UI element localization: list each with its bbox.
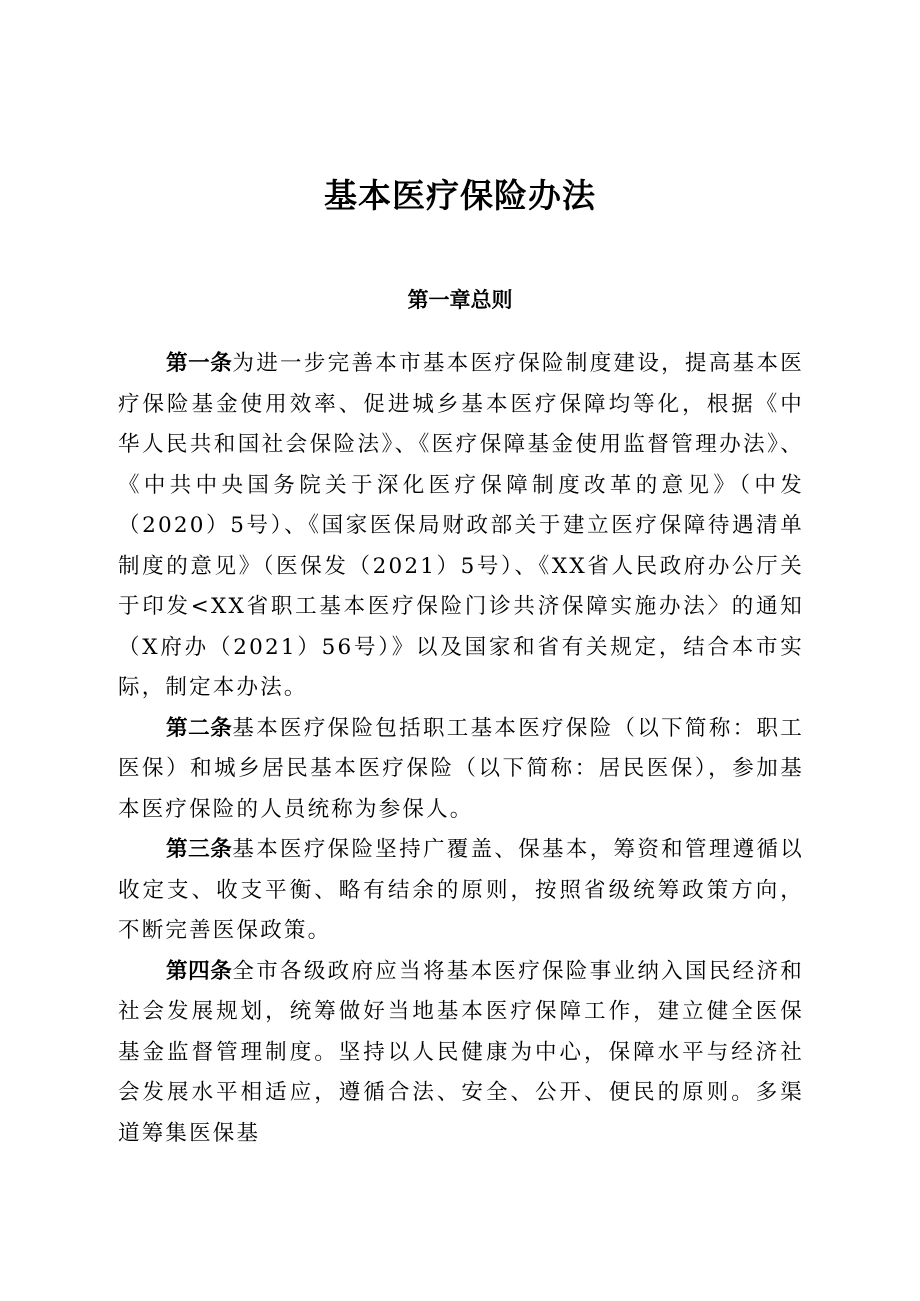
article-label: 第二条 <box>166 715 233 741</box>
article-3 <box>118 830 804 952</box>
document-title: 基本医疗保险办法 <box>324 176 596 215</box>
article-text: 为进一步完善本市基本医疗保险制度建设，提高基本医疗保险基金使用效率、促进城乡基本医疗保障均等化，根据《中华人民共和国社会保险法》、《医疗保障基金使用监督管理办法》、《中共中央国务院关于深化医疗保障制度改革的意见》（中发（2020）5号）、《国家医保局财政部关于建立医疗保障待遇清单制度的意见》（医保发（2021）5号）、《XX省人民政府办公厅关于印发<XX省职工基本医疗保险门诊共济保障实施办法〉的通知（X府办（2021）56号）》以及国家和省有关规定，结合本市实际，制定本办法。 <box>118 351 804 700</box>
article-text: 基本医疗保险坚持广覆盖、保基本，筹资和管理遵循以收定支、收支平衡、略有结余的原则，按照省级统筹政策方向，不断完善医保政策。 <box>118 837 804 943</box>
article-2 <box>118 709 804 831</box>
article-4 <box>118 952 804 1155</box>
article-text: 全市各级政府应当将基本医疗保险事业纳入国民经济和社会发展规划，统筹做好当地基本医疗保障工作，建立健全医保基金监督管理制度。坚持以人民健康为中心，保障水平与经济社会发展水平相适应，遵循合法、安全、公开、便民的原则。多渠道筹集医保基 <box>118 958 804 1146</box>
article-1 <box>118 344 804 709</box>
document-body <box>118 344 804 1154</box>
chapter-heading: 第一章总则 <box>407 288 513 312</box>
article-label: 第一条 <box>166 351 233 376</box>
article-text: 基本医疗保险包括职工基本医疗保险（以下简称：职工医保）和城乡居民基本医疗保险（以下简称：居民医保），参加基本医疗保险的人员统称为参保人。 <box>118 715 804 822</box>
article-label: 第三条 <box>166 837 233 862</box>
article-label: 第四条 <box>166 958 233 984</box>
